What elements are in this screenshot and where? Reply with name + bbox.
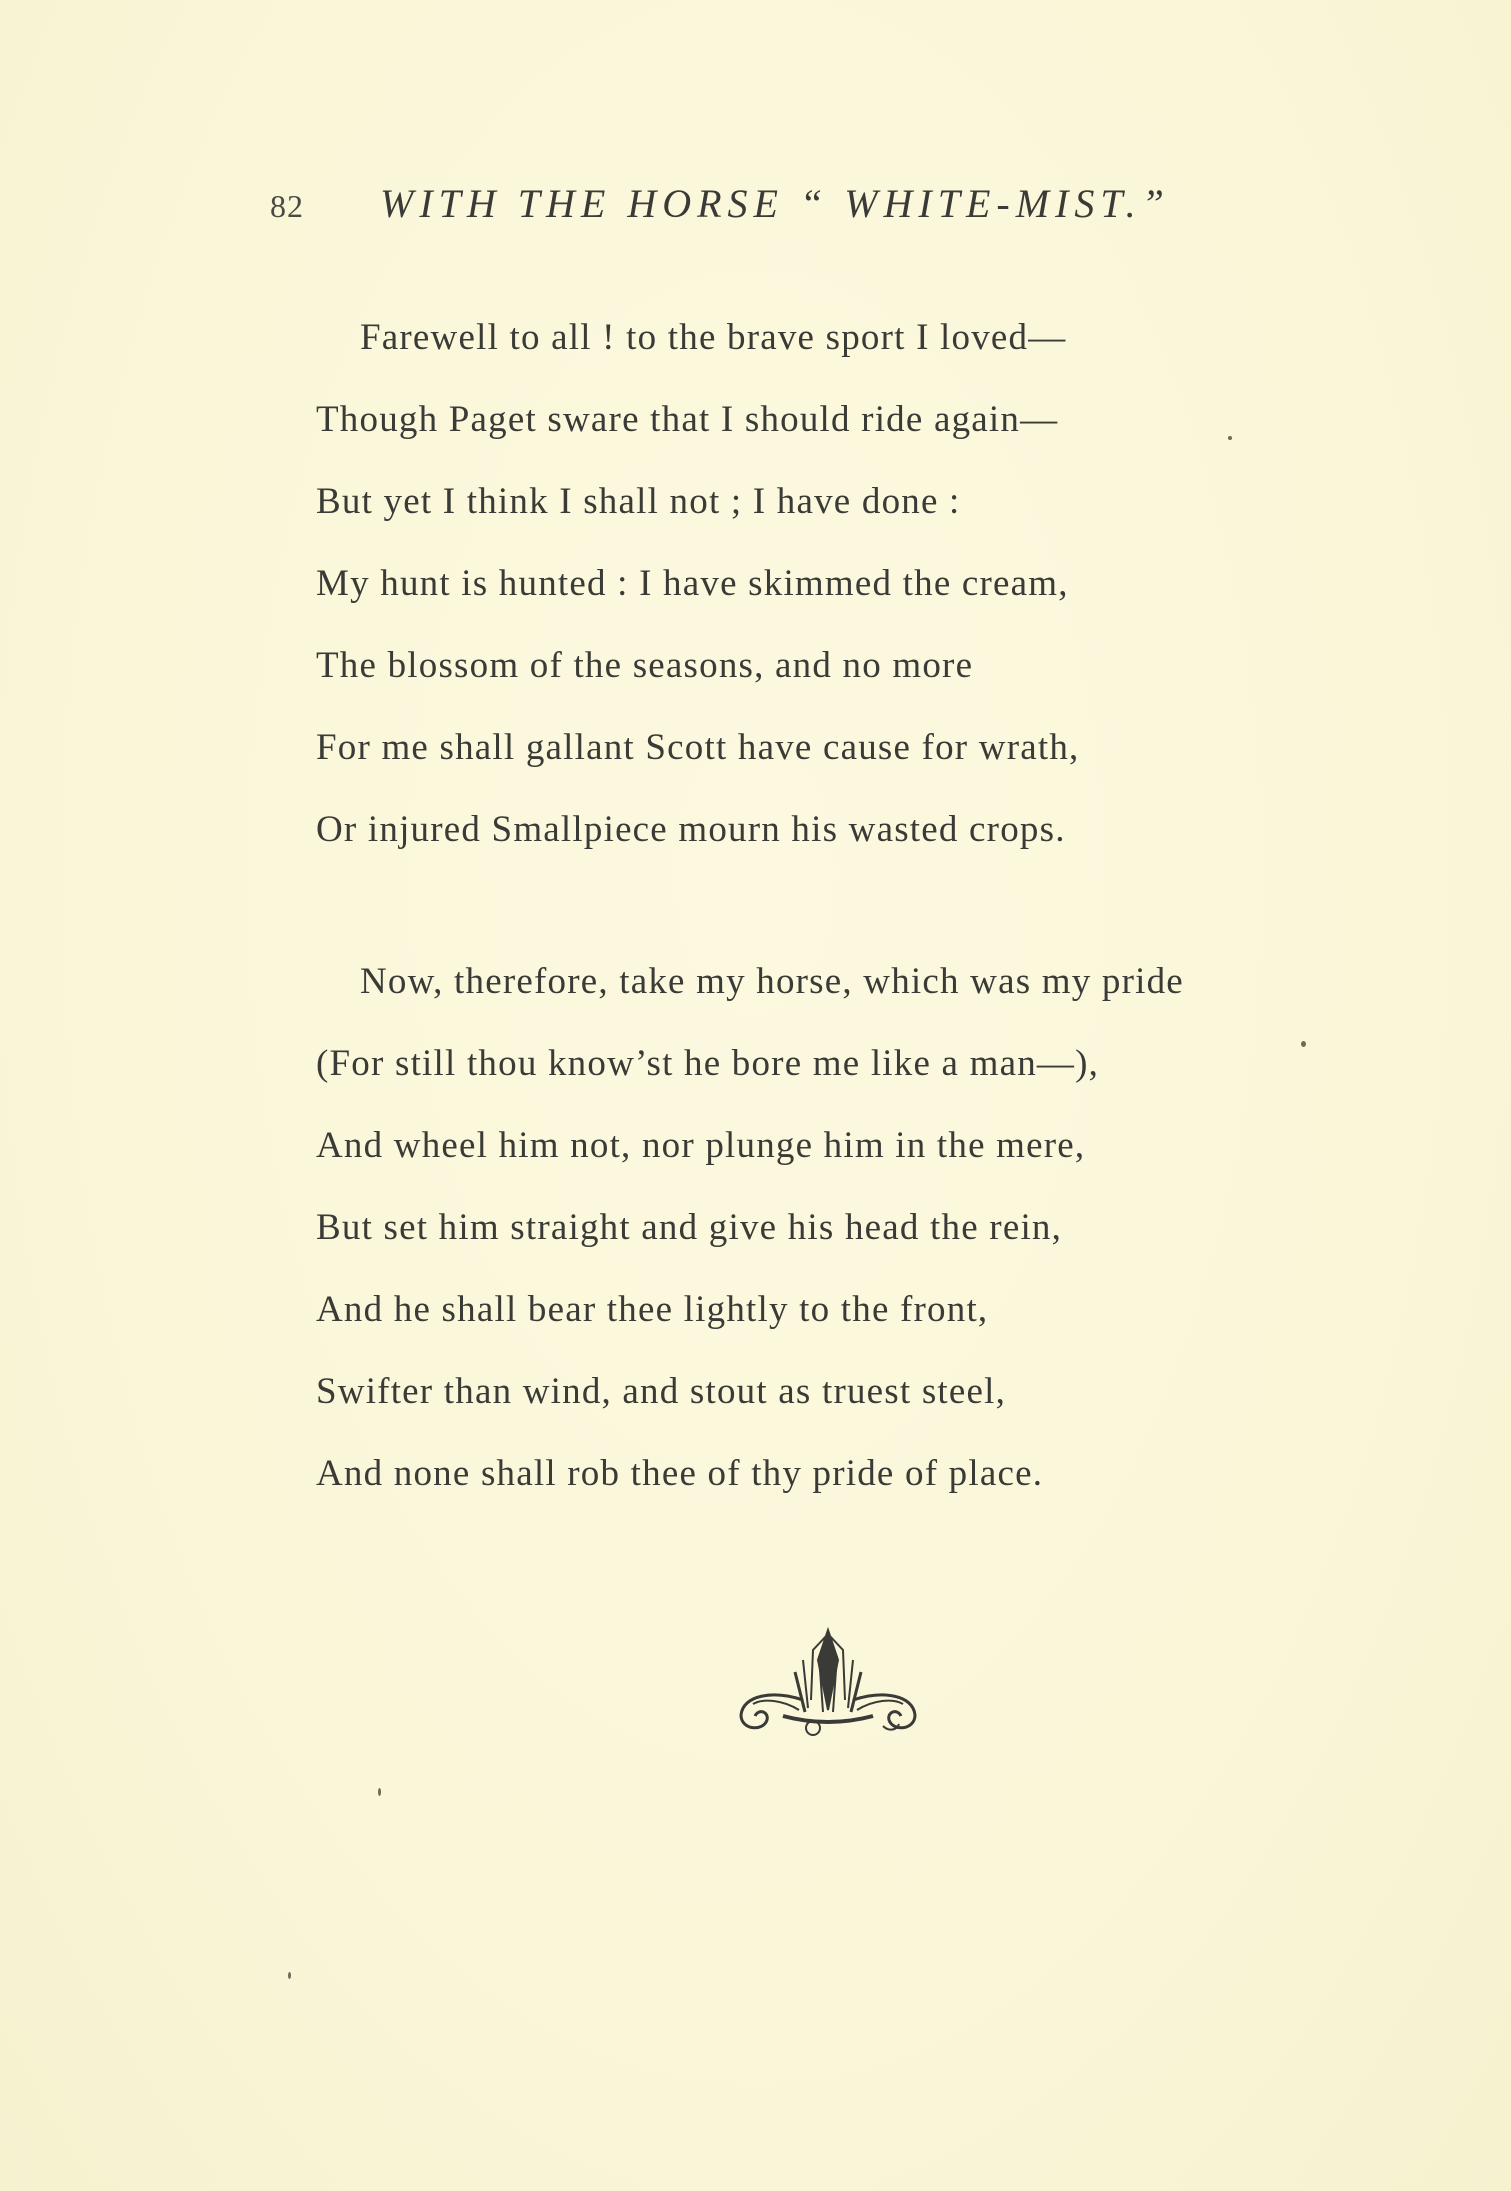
paper-speck xyxy=(1301,1041,1306,1047)
poem-line: And none shall rob thee of thy pride of place. xyxy=(316,1453,1044,1494)
poem-line: Farewell to all ! to the brave sport I loved— xyxy=(360,317,1067,358)
stanza xyxy=(316,956,1184,1530)
stanza xyxy=(316,312,1079,886)
poem-line: Now, therefore, take my horse, which was my pride xyxy=(360,961,1184,1002)
poem-line: For me shall gallant Scott have cause for wrath, xyxy=(316,727,1080,768)
paper-speck xyxy=(288,1972,291,1979)
running-title: WITH THE HORSE “ WHITE-MIST.” xyxy=(380,181,1170,226)
poem-line: Though Paget sware that I should ride again— xyxy=(316,399,1059,440)
poem-line: (For still thou know’st he bore me like a man—), xyxy=(316,1043,1100,1084)
poem-line: And wheel him not, nor plunge him in the mere, xyxy=(316,1125,1086,1166)
poem-line: My hunt is hunted : I have skimmed the cream, xyxy=(316,563,1069,604)
poem-line: Swifter than wind, and stout as truest steel, xyxy=(316,1371,1007,1412)
poem-line: The blossom of the seasons, and no more xyxy=(316,645,974,686)
poem-line: But set him straight and give his head the rein, xyxy=(316,1207,1063,1248)
poem-line: Or injured Smallpiece mourn his wasted crops. xyxy=(316,809,1066,850)
floral-tailpiece-icon xyxy=(733,1620,923,1740)
poem-line: And he shall bear thee lightly to the front, xyxy=(316,1289,989,1330)
page-number: 82 xyxy=(270,188,304,224)
paper-speck xyxy=(1228,436,1232,440)
poem-line: But yet I think I shall not ; I have done : xyxy=(316,481,961,522)
paper-speck xyxy=(378,1788,381,1796)
